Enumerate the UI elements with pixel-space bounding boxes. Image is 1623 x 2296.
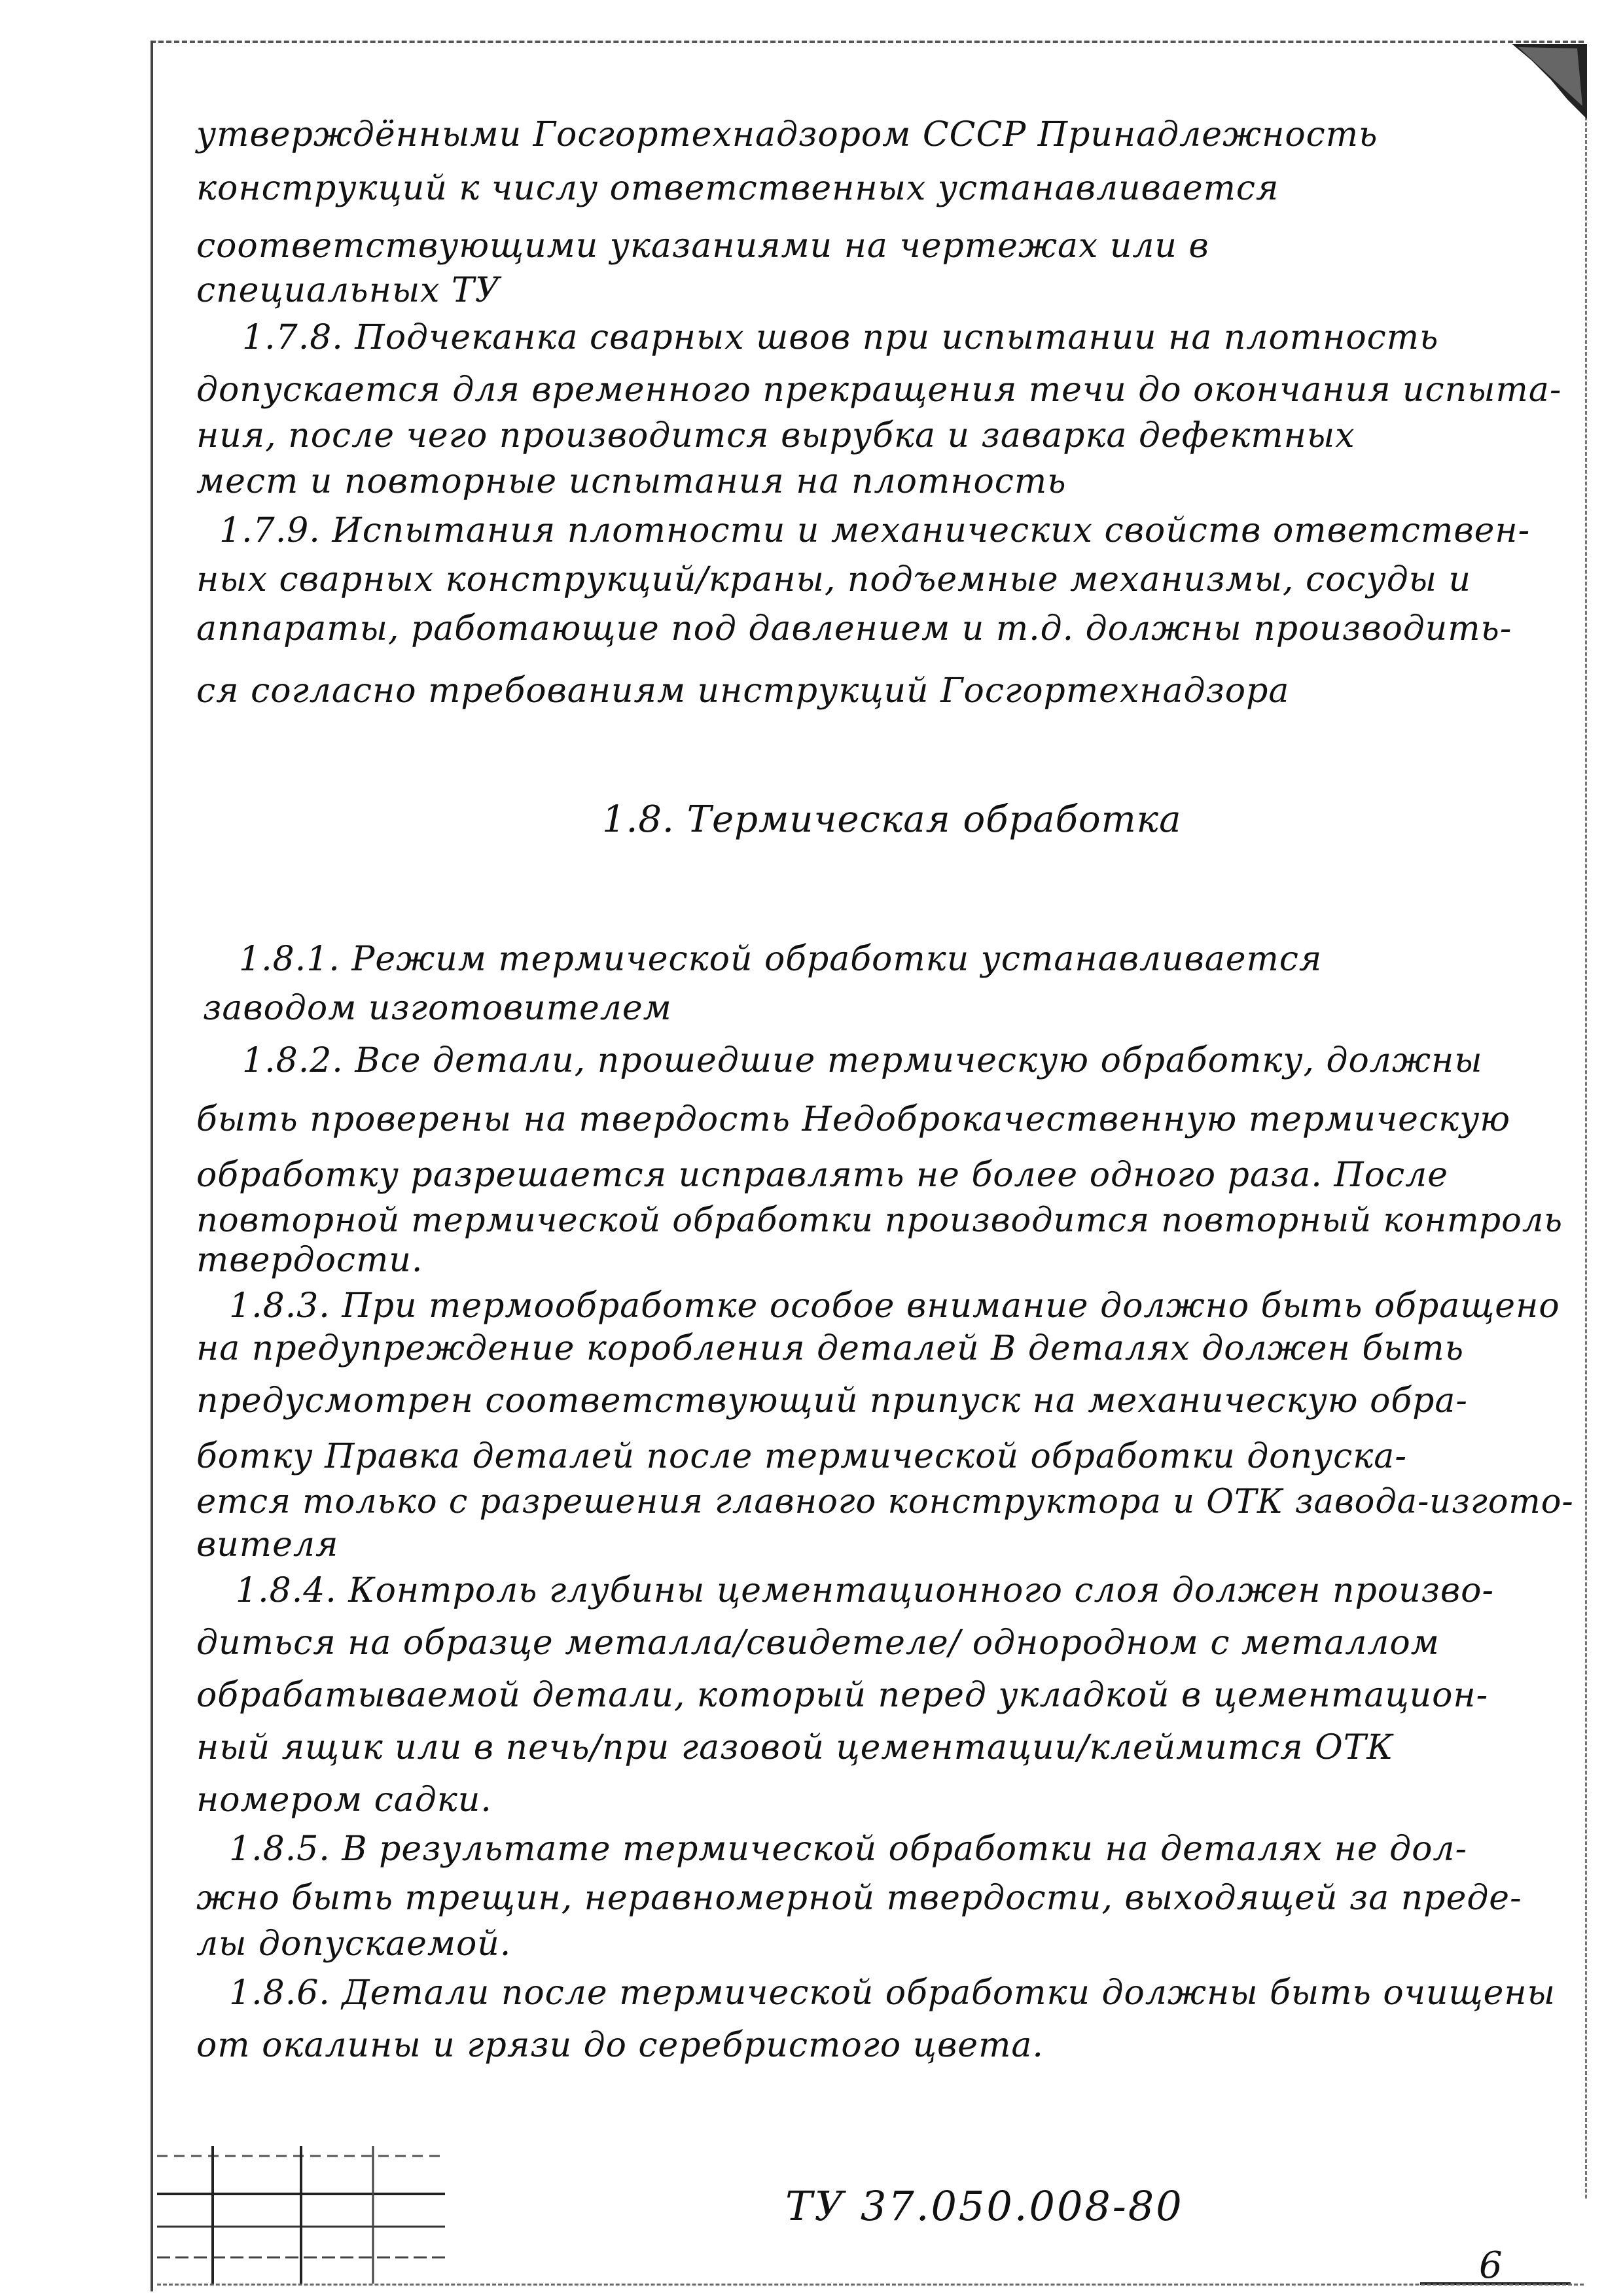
text-line: обработку разрешается исправлять не более одного раза. После [196,1156,1449,1195]
torn-corner-mark [1505,41,1590,126]
text-line: 1.8.6. Детали после термической обработки должны быть очищены [229,1973,1556,2013]
text-line: твердости. [196,1241,423,1280]
text-line: от окалины и грязи до серебристого цвета. [196,2026,1044,2065]
text-line: 1.8.1. Режим термической обработки устанавливается [239,940,1323,979]
text-line: ных сварных конструкций/краны, подъемные механизмы, сосуды и [196,560,1472,599]
text-line: 1.8.3. При термообработке особое внимание должно быть обращено [229,1286,1560,1326]
text-line: повторной термической обработки производится повторный контроль [196,1201,1563,1240]
text-line: обрабатываемой детали, который перед укладкой в цементацион- [196,1676,1489,1715]
page-number: 6 [1479,2244,1503,2287]
text-line: аппараты, работающие под давлением и т.д. должны производить- [196,609,1512,648]
text-line: конструкций к числу ответственных устанавливается [196,169,1279,208]
section-heading: 1.8. Термическая обработка [602,798,1182,841]
text-line: 1.8.2. Все детали, прошедшие термическую обработку, должны [242,1041,1483,1080]
text-line: допускается для временного прекращения течи до окончания испыта- [196,370,1562,410]
text-line: специальных ТУ [196,271,501,310]
text-line: лы допускаемой. [196,1924,512,1964]
text-line: утверждёнными Госгортехнадзором СССР Принадлежность [196,115,1378,154]
text-line: 1.8.4. Контроль глубины цементационного слоя должен произво- [236,1571,1495,1610]
text-line: ный ящик или в печь/при газовой цементации/клеймится ОТК [196,1728,1394,1767]
text-line: жно быть трещин, неравномерной твердости, выходящей за преде- [196,1879,1522,1918]
text-line: быть проверены на твердость Недоброкачественную термическую [196,1100,1511,1139]
text-line: диться на образце металла/свидетеле/ однородном с металлом [196,1623,1440,1663]
bottom-frame-rule [157,2284,1584,2286]
text-line: на предупреждение коробления деталей В деталях должен быть [196,1329,1465,1368]
text-line: вителя [196,1525,339,1564]
text-line: 1.7.8. Подчеканка сварных швов при испытании на плотность [242,318,1439,357]
text-line: мест и повторные испытания на плотность [196,462,1067,501]
page-frame-right [1585,105,1587,2199]
text-line: соответствующими указаниями на чертежах или в [196,226,1209,266]
text-line: ется только с разрешения главного конструктора и ОТК завода-изгото- [196,1483,1574,1521]
document-code: ТУ 37.050.008-80 [785,2182,1184,2230]
page-frame-top [151,41,1584,43]
text-line: заводом изготовителем [203,989,672,1028]
title-block-stamp [157,2143,458,2287]
text-line: 1.7.9. Испытания плотности и механических свойств ответствен- [219,511,1531,550]
text-line: ботку Правка деталей после термической обработки допуска- [196,1437,1407,1476]
text-line: предусмотрен соответствующий припуск на механическую обра- [196,1381,1468,1421]
page-frame-left [151,41,153,2291]
text-line: номером садки. [196,1780,492,1820]
text-line: ния, после чего производится вырубка и заварка дефектных [196,416,1355,455]
text-line: 1.8.5. В результате термической обработки на деталях не дол- [229,1829,1468,1869]
text-line: ся согласно требованиям инструкций Госгортехнадзора [196,671,1290,711]
